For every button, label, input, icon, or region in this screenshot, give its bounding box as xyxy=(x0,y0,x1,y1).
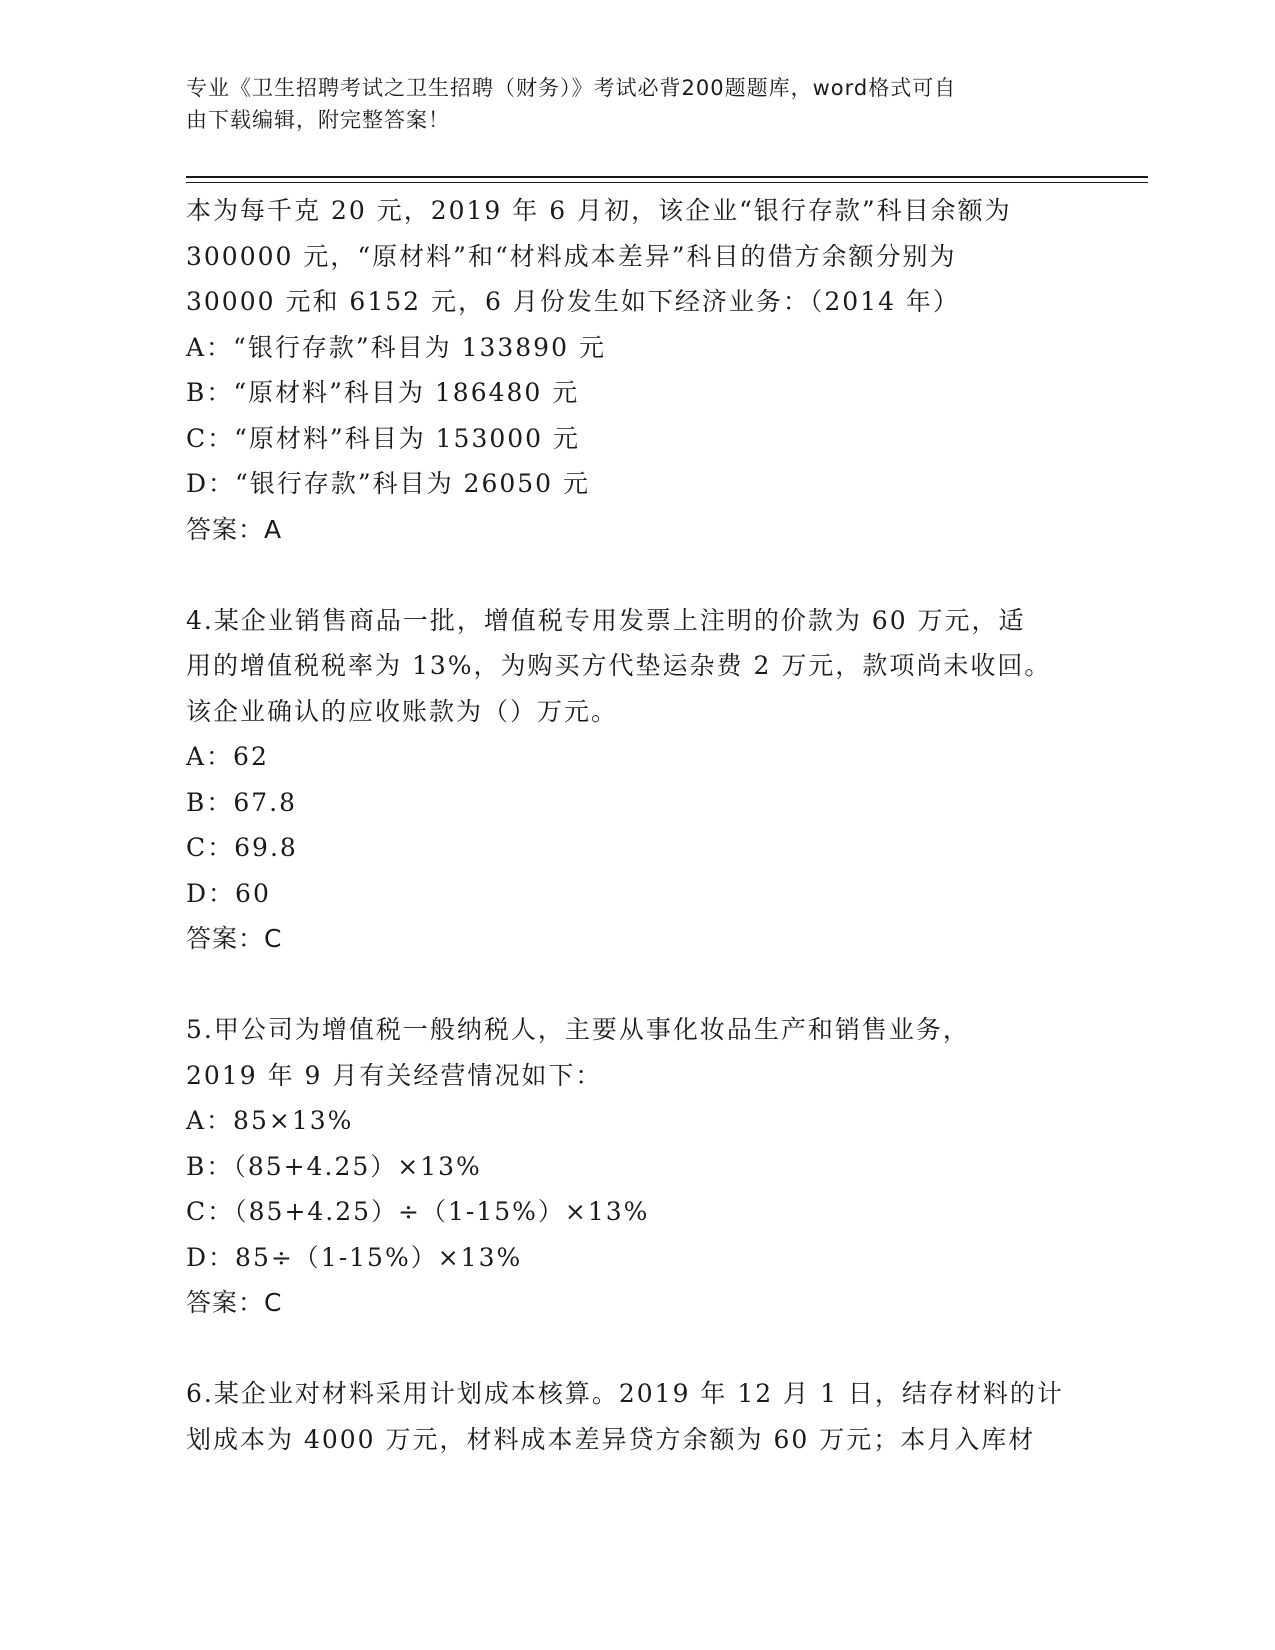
option-c: C：（85+4.25）÷（1-15%）×13% xyxy=(186,1197,650,1226)
answer-text: 答案：C xyxy=(186,924,283,953)
header-divider-thin xyxy=(186,182,1148,183)
header-divider-thick xyxy=(186,176,1148,178)
document-body xyxy=(186,188,1086,1462)
option-c: C：69.8 xyxy=(186,833,298,862)
option-d: D：“银行存款”科目为 26050 元 xyxy=(186,469,591,498)
option-b: B：67.8 xyxy=(186,787,298,817)
question-spacer xyxy=(186,552,1086,598)
question-6 xyxy=(186,1371,1086,1462)
question-stem-line: 该企业确认的应收账款为（）万元。 xyxy=(186,696,619,726)
question-spacer xyxy=(186,962,1086,1008)
option-b: B：“原材料”科目为 186480 元 xyxy=(186,378,580,407)
answer-text: 答案：A xyxy=(186,514,283,544)
question-spacer xyxy=(186,1326,1086,1372)
header-line-2: 由下载编辑，附完整答案！ xyxy=(186,108,450,132)
option-c: C：“原材料”科目为 153000 元 xyxy=(186,423,581,453)
answer-text: 答案：C xyxy=(186,1288,283,1317)
question-stem-line: 6.某企业对材料采用计划成本核算。2019 年 12 月 1 日，结存材料的计 xyxy=(186,1379,1064,1408)
option-d: D：85÷（1-15%）×13% xyxy=(186,1242,523,1272)
question-4 xyxy=(186,598,1086,962)
question-stem-line: 300000 元，“原材料”和“材料成本差异”科目的借方余额分别为 xyxy=(186,241,957,271)
question-stem-line: 划成本为 4000 万元，材料成本差异贷方余额为 60 万元；本月入库材 xyxy=(186,1424,1036,1454)
option-d: D：60 xyxy=(186,878,271,908)
header-line-1: 专业《卫生招聘考试之卫生招聘（财务）》考试必背200题题库，word格式可自 xyxy=(186,76,957,100)
question-stem-line: 4.某企业销售商品一批，增值税专用发票上注明的价款为 60 万元，适 xyxy=(186,605,1026,635)
document-header xyxy=(186,72,1086,136)
question-stem-line: 2019 年 9 月有关经营情况如下： xyxy=(186,1060,603,1090)
option-a: A：85×13% xyxy=(186,1106,354,1135)
question-stem-line: 30000 元和 6152 元，6 月份发生如下经济业务：（2014 年） xyxy=(186,287,960,316)
option-a: A：62 xyxy=(186,742,269,771)
question-3 xyxy=(186,188,1086,552)
question-stem-line: 用的增值税税率为 13%，为购买方代垫运杂费 2 万元，款项尚未收回。 xyxy=(186,651,1052,680)
option-b: B：（85+4.25）×13% xyxy=(186,1151,482,1181)
question-5 xyxy=(186,1007,1086,1326)
question-stem-line: 5.甲公司为增值税一般纳税人，主要从事化妆品生产和销售业务， xyxy=(186,1015,970,1044)
option-a: A：“银行存款”科目为 133890 元 xyxy=(186,332,606,362)
question-stem-line: 本为每千克 20 元，2019 年 6 月初，该企业“银行存款”科目余额为 xyxy=(186,196,1012,225)
